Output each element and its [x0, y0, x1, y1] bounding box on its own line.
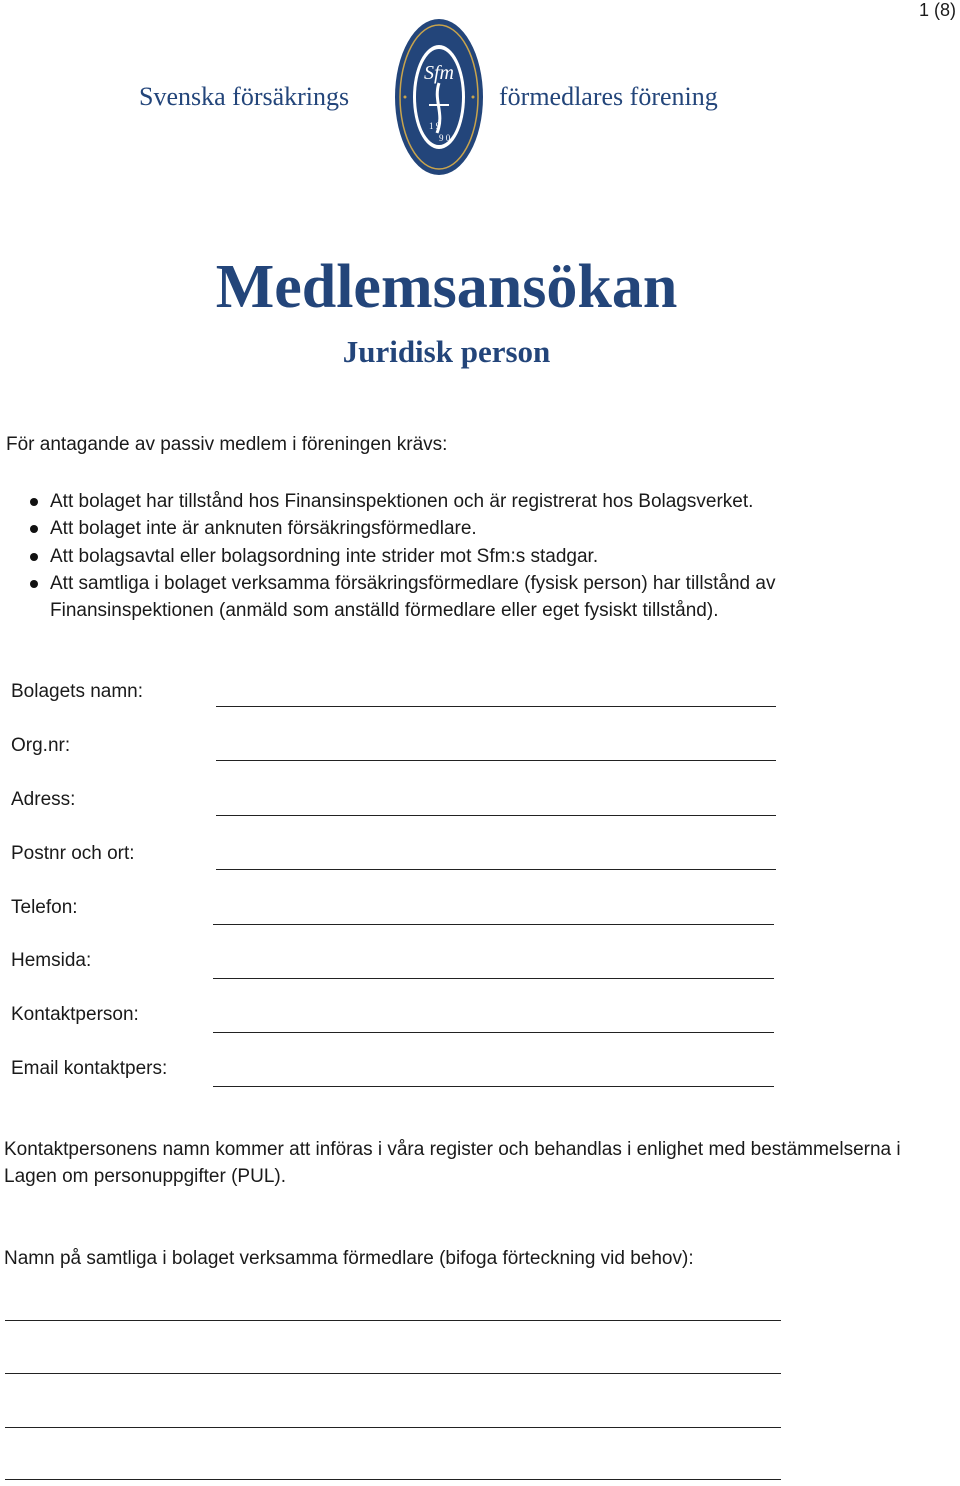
page-subtitle: Juridisk person	[342, 334, 551, 369]
intermediary-name-line[interactable]	[5, 1373, 781, 1374]
requirement-text: Att bolaget inte är anknuten försäkringsförmedlare.	[50, 518, 477, 540]
requirement-text: Att bolagsavtal eller bolagsordning inte strider mot Sfm:s stadgar.	[50, 545, 599, 567]
org-name-left: Svenska försäkrings	[139, 82, 350, 111]
list-item	[0, 543, 900, 570]
requirement-text: Att samtliga i bolaget verksamma försäkringsförmedlare (fysisk person) har tillstånd av Finansinspektionen (anmäld som anställd förmedlare eller eget fysiskt tillstånd).	[50, 572, 776, 622]
field-label-address: Adress:	[11, 789, 76, 810]
requirements-list	[0, 488, 900, 624]
field-label-website: Hemsida:	[11, 950, 92, 971]
field-label-org-nr: Org.nr:	[11, 735, 71, 756]
org-name-right: förmedlares förening	[499, 82, 718, 111]
bullet-icon	[30, 498, 38, 506]
svg-text:1 9: 1 9	[429, 121, 441, 131]
list-item	[0, 515, 900, 542]
sfm-seal-logo-icon	[393, 17, 485, 177]
requirements-intro: För antagande av passiv medlem i föreningen krävs:	[6, 434, 448, 455]
company-name-field[interactable]	[216, 706, 776, 707]
list-item	[0, 570, 900, 625]
intermediary-name-line[interactable]	[5, 1320, 781, 1321]
contact-person-field[interactable]	[213, 1032, 774, 1033]
page-title: Medlemsansökan	[215, 253, 678, 321]
bullet-icon	[30, 553, 38, 561]
phone-field[interactable]	[213, 924, 774, 925]
privacy-note: Kontaktpersonens namn kommer att införas i våra register och behandlas i enlighet med bestämmelserna i Lagen om personuppgifter (PUL).	[4, 1139, 901, 1187]
field-label-postal: Postnr och ort:	[11, 843, 135, 864]
requirement-text: Att bolaget har tillstånd hos Finansinspektionen och är registrerat hos Bolagsverket.	[50, 491, 754, 512]
bullet-icon	[30, 580, 38, 588]
page-number: 1 (8)	[918, 0, 956, 20]
address-field[interactable]	[216, 815, 776, 816]
svg-text:9 0: 9 0	[439, 133, 451, 143]
field-label-phone: Telefon:	[11, 897, 78, 918]
field-label-contact: Kontaktperson:	[11, 1004, 139, 1025]
intermediary-name-line[interactable]	[5, 1427, 781, 1428]
intermediaries-label: Namn på samtliga i bolaget verksamma förmedlare (bifoga förteckning vid behov):	[4, 1248, 694, 1269]
org-nr-field[interactable]	[216, 760, 776, 761]
contact-email-field[interactable]	[213, 1086, 774, 1087]
postal-city-field[interactable]	[216, 869, 776, 870]
list-item	[0, 488, 900, 515]
website-field[interactable]	[213, 978, 774, 979]
svg-text:Sfm: Sfm	[424, 62, 454, 84]
intermediary-name-line[interactable]	[5, 1479, 781, 1480]
field-label-company-name: Bolagets namn:	[11, 681, 144, 702]
field-label-email: Email kontaktpers:	[11, 1058, 168, 1079]
bullet-icon	[30, 525, 38, 533]
